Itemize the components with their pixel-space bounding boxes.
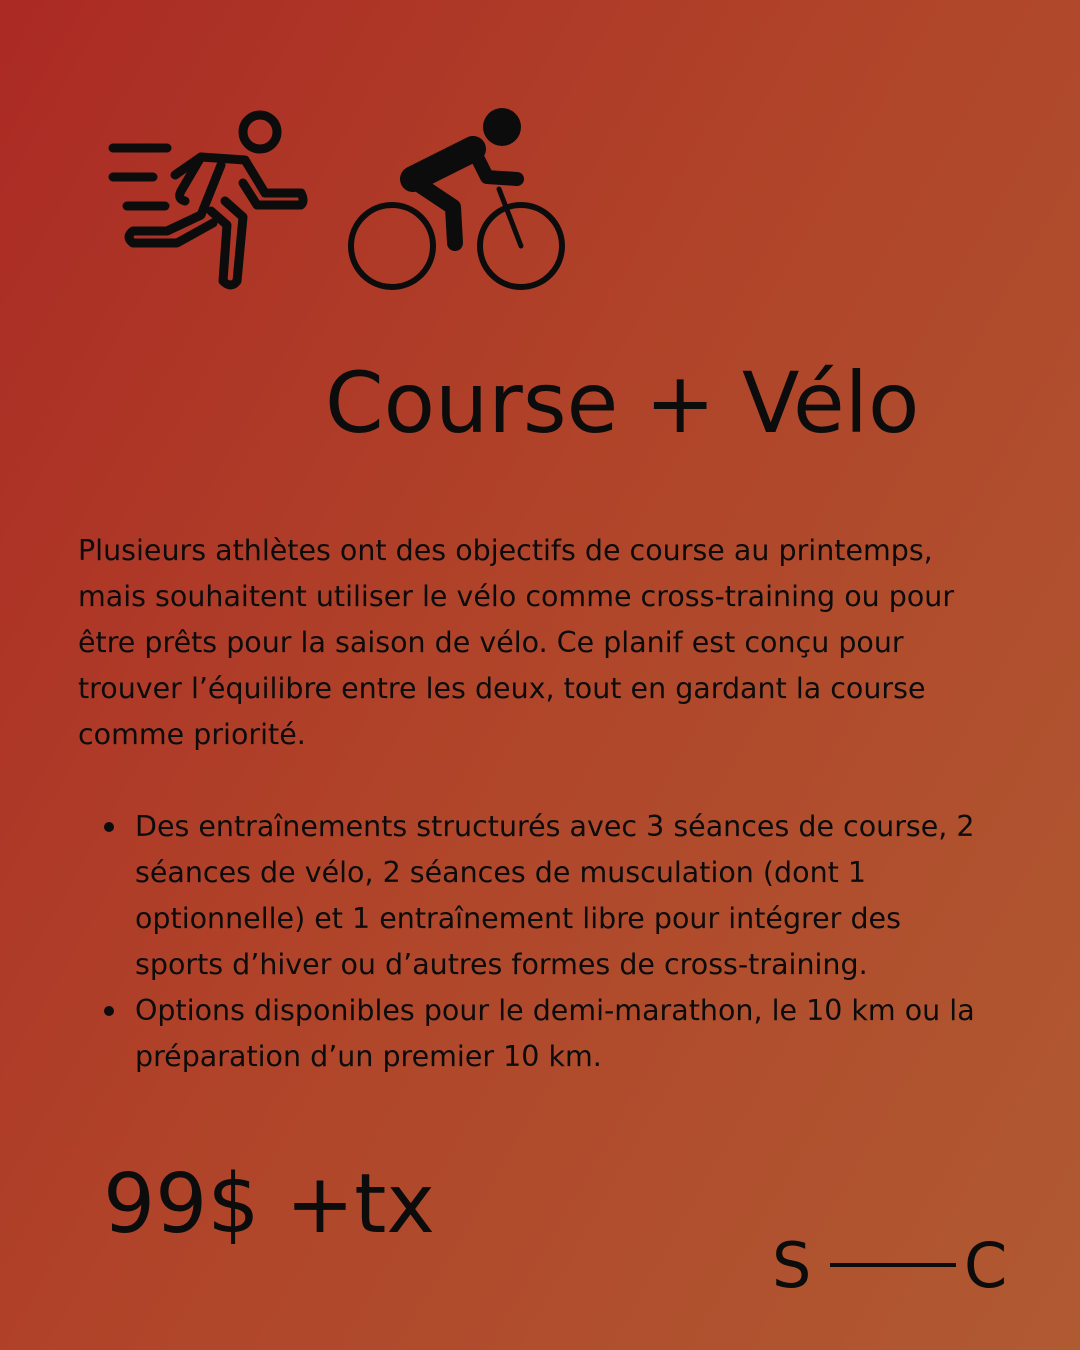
list-item-text: Options disponibles pour le demi-marathon, le 10 km ou la préparation d’un premier 10 km. xyxy=(135,994,975,1073)
list-item xyxy=(78,988,998,1080)
bullet-icon xyxy=(104,822,114,832)
description-paragraph: Plusieurs athlètes ont des objectifs de course au printemps, mais souhaitent utiliser le vélo comme cross-training ou pour être prêts pour la saison de vélo. Ce planif est conçu pour trouver l’équilibre entre les deux, tout en gardant la course comme priorité. xyxy=(78,534,955,751)
logo-letter-s: S xyxy=(772,1235,812,1295)
list-item xyxy=(78,804,998,988)
logo-letter-c: C xyxy=(964,1235,1008,1295)
feature-list xyxy=(78,804,998,1080)
cyclist-icon xyxy=(345,105,570,295)
list-item-text: Des entraînements structurés avec 3 séances de course, 2 séances de vélo, 2 séances de musculation (dont 1 optionnelle) et 1 entraînement libre pour intégrer des sports d’hiver ou d’autres formes de cross-training. xyxy=(135,810,975,981)
price: 99$ +tx xyxy=(103,1157,435,1252)
bullet-icon xyxy=(104,1006,114,1016)
page-title: Course + Vélo xyxy=(325,354,920,452)
brand-logo xyxy=(770,1235,1020,1295)
runner-icon xyxy=(105,105,310,295)
